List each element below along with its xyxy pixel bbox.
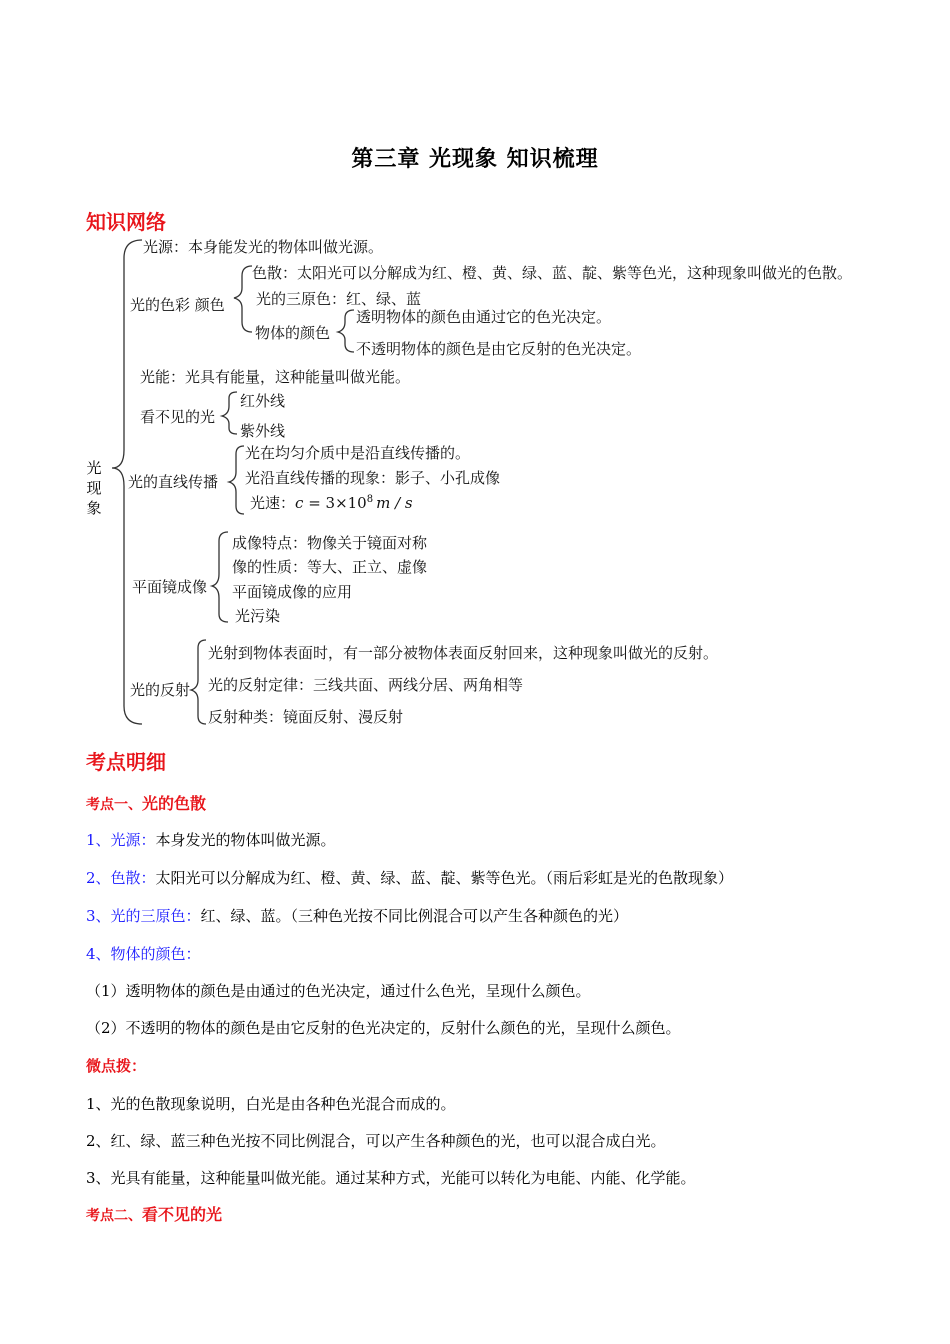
section-knowledge-network: 知识网络 — [86, 210, 166, 234]
straight-brace — [229, 446, 244, 514]
plane-mirror-node: 平面镜成像 — [132, 578, 208, 596]
tip-item: 3、光具有能量，这种能量叫做光能。通过某种方式，光能可以转化为电能、内能、化学能。 — [86, 1169, 696, 1187]
dispersion-node: 色散：太阳光可以分解成为红、橙、黄、绿、蓝、靛、紫等色光，这种现象叫做光的色散。 — [252, 264, 853, 282]
ultraviolet-node: 紫外线 — [240, 422, 286, 440]
item-label: 2、色散： — [86, 869, 156, 887]
speed-symbol: c — [295, 494, 304, 512]
point1-item-1 — [86, 829, 336, 850]
item-label: 3、光的三原色： — [86, 907, 201, 925]
mirror-fact-4: 光污染 — [235, 607, 281, 625]
straight-line-node: 光的直线传播 — [128, 473, 219, 491]
light-speed-node — [250, 492, 413, 513]
item-label: 4、物体的颜色： — [86, 945, 201, 963]
reflection-fact-2: 光的反射定律：三线共面、两线分居、两角相等 — [208, 676, 524, 694]
object-color-brace — [338, 310, 354, 352]
point2-heading-prefix: 考点二、 — [86, 1208, 142, 1224]
light-speed-label: 光速： — [250, 494, 296, 512]
object-color-node: 物体的颜色 — [255, 324, 331, 342]
point2-heading-main: 看不见的光 — [142, 1205, 223, 1224]
reflection-brace — [191, 640, 206, 724]
item-label: 1、光源： — [86, 831, 156, 849]
page-title: 第三章 光现象 知识梳理 — [351, 146, 599, 172]
reflection-fact-3: 反射种类：镜面反射、漫反射 — [208, 708, 404, 726]
invisible-brace — [222, 392, 237, 434]
light-energy-node: 光能：光具有能量，这种能量叫做光能。 — [140, 368, 411, 386]
straight-fact-1: 光在均匀介质中是沿直线传播的。 — [245, 444, 471, 462]
color-brace — [234, 266, 252, 332]
diagram-root-label: 光 现 象 — [86, 459, 102, 517]
reflection-fact-1: 光射到物体表面时，有一部分被物体表面反射回来，这种现象叫做光的反射。 — [208, 644, 719, 662]
tip-item: 1、光的色散现象说明，白光是由各种色光混合而成的。 — [86, 1095, 456, 1113]
point1-sub-2: （2）不透明的物体的颜色是由它反射的色光决定的，反射什么颜色的光，呈现什么颜色。 — [86, 1019, 681, 1037]
opaque-node: 不透明物体的颜色是由它反射的色光决定。 — [356, 340, 642, 358]
straight-fact-2: 光沿直线传播的现象：影子、小孔成像 — [245, 469, 501, 487]
point1-heading — [86, 791, 206, 814]
light-color-node: 光的色彩 颜色 — [130, 296, 225, 314]
speed-exponent: 8 — [366, 494, 374, 505]
point1-heading-prefix: 考点一、 — [86, 797, 142, 813]
mirror-fact-2: 像的性质：等大、正立、虚像 — [232, 558, 428, 576]
invisible-light-node: 看不见的光 — [140, 408, 216, 426]
section-exam-points: 考点明细 — [86, 750, 166, 774]
item-text: 太阳光可以分解成为红、橙、黄、绿、蓝、靛、紫等色光。（雨后彩虹是光的色散现象） — [155, 869, 734, 887]
item-text: 红、绿、蓝。（三种色光按不同比例混合可以产生各种颜色的光） — [200, 907, 629, 925]
point1-sub-1: （1）透明物体的颜色是由通过的色光决定，通过什么色光，呈现什么颜色。 — [86, 982, 591, 1000]
point2-heading — [86, 1202, 222, 1225]
point1-heading-main: 光的色散 — [142, 794, 207, 813]
transparent-node: 透明物体的颜色由通过它的色光决定。 — [356, 308, 612, 326]
tip-heading: 微点拨： — [86, 1057, 147, 1075]
mirror-brace — [212, 532, 228, 622]
point1-item-3 — [86, 905, 628, 926]
speed-value: = 3×10 — [303, 494, 367, 512]
primary-colors-node: 光的三原色：红、绿、蓝 — [256, 290, 422, 308]
reflection-node: 光的反射 — [130, 681, 191, 699]
infrared-node: 红外线 — [240, 392, 286, 410]
mirror-fact-3: 平面镜成像的应用 — [232, 583, 353, 601]
point1-item-4 — [86, 943, 201, 964]
point1-item-2 — [86, 867, 733, 888]
tip-item: 2、红、绿、蓝三种色光按不同比例混合，可以产生各种颜色的光，也可以混合成白光。 — [86, 1132, 666, 1150]
light-source-node: 光源：本身能发光的物体叫做光源。 — [143, 238, 384, 256]
mirror-fact-1: 成像特点：物像关于镜面对称 — [232, 534, 428, 552]
speed-unit: m / s — [376, 494, 413, 512]
item-text: 本身发光的物体叫做光源。 — [155, 831, 336, 849]
